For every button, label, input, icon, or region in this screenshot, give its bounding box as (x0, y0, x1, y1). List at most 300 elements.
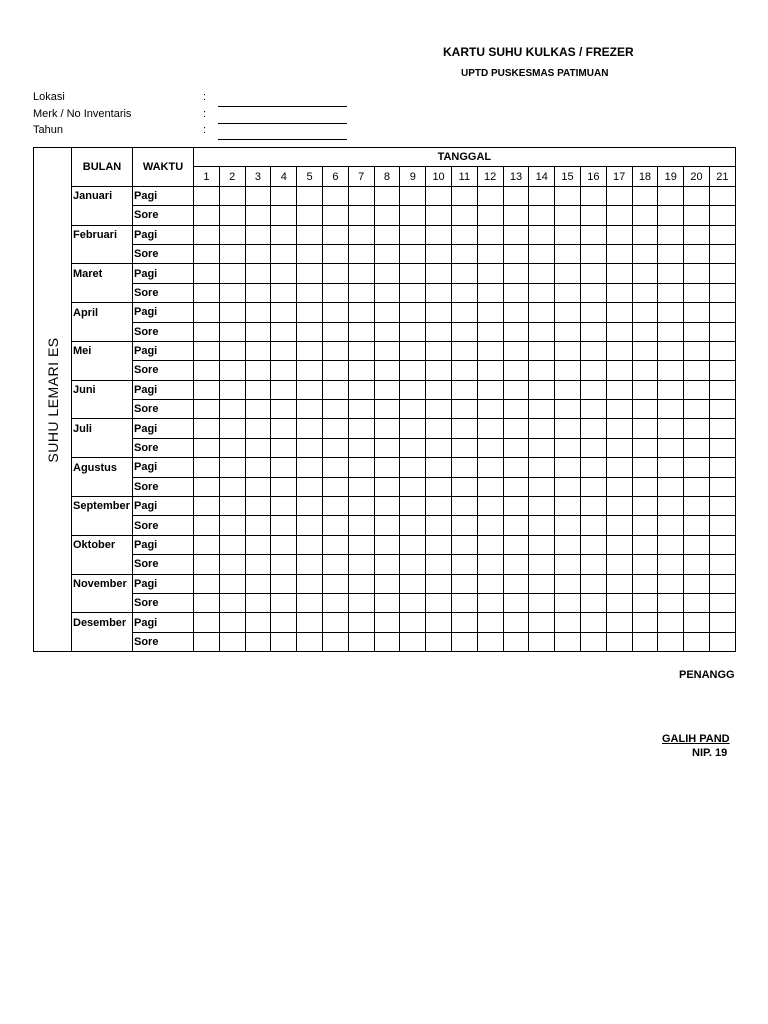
temperature-cell[interactable] (400, 283, 426, 302)
temperature-cell[interactable] (477, 380, 503, 399)
temperature-cell[interactable] (426, 400, 452, 419)
temperature-cell[interactable] (606, 419, 632, 438)
temperature-cell[interactable] (632, 322, 658, 341)
temperature-cell[interactable] (348, 593, 374, 612)
temperature-cell[interactable] (503, 613, 529, 632)
temperature-cell[interactable] (348, 225, 374, 244)
temperature-cell[interactable] (400, 438, 426, 457)
temperature-cell[interactable] (194, 341, 220, 360)
temperature-cell[interactable] (580, 341, 606, 360)
temperature-cell[interactable] (426, 613, 452, 632)
temperature-cell[interactable] (322, 400, 348, 419)
temperature-cell[interactable] (709, 574, 735, 593)
temperature-cell[interactable] (477, 361, 503, 380)
temperature-cell[interactable] (219, 516, 245, 535)
temperature-cell[interactable] (374, 361, 400, 380)
temperature-cell[interactable] (322, 206, 348, 225)
temperature-cell[interactable] (709, 555, 735, 574)
temperature-cell[interactable] (322, 244, 348, 263)
temperature-cell[interactable] (400, 264, 426, 283)
temperature-cell[interactable] (684, 400, 710, 419)
temperature-cell[interactable] (194, 593, 220, 612)
temperature-cell[interactable] (709, 361, 735, 380)
temperature-cell[interactable] (606, 361, 632, 380)
temperature-cell[interactable] (580, 400, 606, 419)
temperature-cell[interactable] (426, 555, 452, 574)
temperature-cell[interactable] (580, 555, 606, 574)
temperature-cell[interactable] (374, 264, 400, 283)
temperature-cell[interactable] (348, 244, 374, 263)
temperature-cell[interactable] (477, 535, 503, 554)
temperature-cell[interactable] (580, 361, 606, 380)
temperature-cell[interactable] (451, 206, 477, 225)
temperature-cell[interactable] (658, 206, 684, 225)
temperature-cell[interactable] (477, 497, 503, 516)
temperature-cell[interactable] (709, 283, 735, 302)
temperature-cell[interactable] (297, 206, 323, 225)
temperature-cell[interactable] (658, 574, 684, 593)
temperature-cell[interactable] (400, 225, 426, 244)
temperature-cell[interactable] (658, 303, 684, 322)
temperature-cell[interactable] (632, 574, 658, 593)
temperature-cell[interactable] (580, 264, 606, 283)
temperature-cell[interactable] (580, 419, 606, 438)
temperature-cell[interactable] (219, 574, 245, 593)
temperature-cell[interactable] (709, 535, 735, 554)
temperature-cell[interactable] (348, 322, 374, 341)
temperature-cell[interactable] (580, 283, 606, 302)
temperature-cell[interactable] (555, 555, 581, 574)
temperature-cell[interactable] (477, 244, 503, 263)
temperature-cell[interactable] (322, 186, 348, 205)
temperature-cell[interactable] (245, 206, 271, 225)
temperature-cell[interactable] (632, 438, 658, 457)
temperature-cell[interactable] (348, 477, 374, 496)
temperature-cell[interactable] (632, 244, 658, 263)
temperature-cell[interactable] (529, 555, 555, 574)
temperature-cell[interactable] (297, 186, 323, 205)
temperature-cell[interactable] (297, 341, 323, 360)
temperature-cell[interactable] (219, 400, 245, 419)
temperature-cell[interactable] (632, 264, 658, 283)
temperature-cell[interactable] (658, 361, 684, 380)
temperature-cell[interactable] (555, 303, 581, 322)
temperature-cell[interactable] (348, 632, 374, 651)
temperature-cell[interactable] (709, 400, 735, 419)
temperature-cell[interactable] (658, 613, 684, 632)
temperature-cell[interactable] (503, 438, 529, 457)
temperature-cell[interactable] (297, 497, 323, 516)
temperature-cell[interactable] (245, 303, 271, 322)
temperature-cell[interactable] (374, 400, 400, 419)
temperature-cell[interactable] (709, 244, 735, 263)
temperature-cell[interactable] (271, 400, 297, 419)
temperature-cell[interactable] (426, 303, 452, 322)
temperature-cell[interactable] (271, 438, 297, 457)
temperature-cell[interactable] (451, 322, 477, 341)
temperature-cell[interactable] (658, 535, 684, 554)
temperature-cell[interactable] (219, 419, 245, 438)
temperature-cell[interactable] (503, 186, 529, 205)
temperature-cell[interactable] (426, 225, 452, 244)
temperature-cell[interactable] (374, 477, 400, 496)
temperature-cell[interactable] (271, 341, 297, 360)
temperature-cell[interactable] (529, 264, 555, 283)
temperature-cell[interactable] (297, 244, 323, 263)
temperature-cell[interactable] (271, 477, 297, 496)
temperature-cell[interactable] (606, 303, 632, 322)
temperature-cell[interactable] (684, 632, 710, 651)
temperature-cell[interactable] (684, 186, 710, 205)
temperature-cell[interactable] (451, 438, 477, 457)
temperature-cell[interactable] (580, 632, 606, 651)
temperature-cell[interactable] (658, 322, 684, 341)
temperature-cell[interactable] (658, 225, 684, 244)
temperature-cell[interactable] (297, 535, 323, 554)
temperature-cell[interactable] (451, 225, 477, 244)
temperature-cell[interactable] (219, 438, 245, 457)
temperature-cell[interactable] (555, 632, 581, 651)
temperature-cell[interactable] (219, 477, 245, 496)
temperature-cell[interactable] (297, 225, 323, 244)
temperature-cell[interactable] (709, 438, 735, 457)
temperature-cell[interactable] (503, 225, 529, 244)
temperature-cell[interactable] (219, 380, 245, 399)
temperature-cell[interactable] (555, 516, 581, 535)
temperature-cell[interactable] (658, 186, 684, 205)
temperature-cell[interactable] (606, 264, 632, 283)
temperature-cell[interactable] (555, 244, 581, 263)
temperature-cell[interactable] (580, 535, 606, 554)
temperature-cell[interactable] (477, 516, 503, 535)
temperature-cell[interactable] (297, 632, 323, 651)
temperature-cell[interactable] (503, 322, 529, 341)
temperature-cell[interactable] (426, 380, 452, 399)
temperature-cell[interactable] (271, 303, 297, 322)
temperature-cell[interactable] (322, 341, 348, 360)
temperature-cell[interactable] (322, 632, 348, 651)
temperature-cell[interactable] (555, 264, 581, 283)
temperature-cell[interactable] (297, 322, 323, 341)
temperature-cell[interactable] (322, 535, 348, 554)
temperature-cell[interactable] (219, 497, 245, 516)
temperature-cell[interactable] (503, 264, 529, 283)
temperature-cell[interactable] (555, 341, 581, 360)
temperature-cell[interactable] (658, 400, 684, 419)
temperature-cell[interactable] (400, 613, 426, 632)
temperature-cell[interactable] (632, 419, 658, 438)
temperature-cell[interactable] (529, 380, 555, 399)
temperature-cell[interactable] (271, 361, 297, 380)
temperature-cell[interactable] (632, 555, 658, 574)
temperature-cell[interactable] (451, 613, 477, 632)
temperature-cell[interactable] (374, 380, 400, 399)
temperature-cell[interactable] (374, 438, 400, 457)
temperature-cell[interactable] (348, 361, 374, 380)
temperature-cell[interactable] (580, 497, 606, 516)
temperature-cell[interactable] (245, 283, 271, 302)
temperature-cell[interactable] (709, 419, 735, 438)
temperature-cell[interactable] (219, 593, 245, 612)
temperature-cell[interactable] (477, 322, 503, 341)
temperature-cell[interactable] (219, 361, 245, 380)
temperature-cell[interactable] (606, 497, 632, 516)
temperature-cell[interactable] (529, 438, 555, 457)
temperature-cell[interactable] (245, 322, 271, 341)
temperature-cell[interactable] (709, 225, 735, 244)
temperature-cell[interactable] (555, 361, 581, 380)
temperature-cell[interactable] (245, 458, 271, 477)
temperature-cell[interactable] (632, 613, 658, 632)
temperature-cell[interactable] (322, 438, 348, 457)
temperature-cell[interactable] (219, 613, 245, 632)
temperature-cell[interactable] (374, 322, 400, 341)
temperature-cell[interactable] (271, 380, 297, 399)
temperature-cell[interactable] (529, 613, 555, 632)
temperature-cell[interactable] (684, 322, 710, 341)
temperature-cell[interactable] (374, 283, 400, 302)
temperature-cell[interactable] (632, 380, 658, 399)
temperature-cell[interactable] (271, 516, 297, 535)
temperature-cell[interactable] (684, 477, 710, 496)
temperature-cell[interactable] (194, 477, 220, 496)
temperature-cell[interactable] (194, 322, 220, 341)
temperature-cell[interactable] (580, 186, 606, 205)
temperature-cell[interactable] (606, 322, 632, 341)
temperature-cell[interactable] (219, 535, 245, 554)
temperature-cell[interactable] (632, 632, 658, 651)
temperature-cell[interactable] (709, 322, 735, 341)
temperature-cell[interactable] (555, 322, 581, 341)
temperature-cell[interactable] (194, 361, 220, 380)
temperature-cell[interactable] (451, 400, 477, 419)
temperature-cell[interactable] (606, 341, 632, 360)
temperature-cell[interactable] (322, 516, 348, 535)
temperature-cell[interactable] (555, 535, 581, 554)
temperature-cell[interactable] (580, 225, 606, 244)
temperature-cell[interactable] (503, 419, 529, 438)
temperature-cell[interactable] (503, 593, 529, 612)
temperature-cell[interactable] (271, 322, 297, 341)
temperature-cell[interactable] (632, 225, 658, 244)
temperature-cell[interactable] (606, 516, 632, 535)
temperature-cell[interactable] (400, 400, 426, 419)
temperature-cell[interactable] (400, 555, 426, 574)
temperature-cell[interactable] (194, 264, 220, 283)
temperature-cell[interactable] (709, 186, 735, 205)
temperature-cell[interactable] (632, 206, 658, 225)
temperature-cell[interactable] (451, 555, 477, 574)
temperature-cell[interactable] (400, 186, 426, 205)
temperature-cell[interactable] (348, 535, 374, 554)
temperature-cell[interactable] (219, 264, 245, 283)
temperature-cell[interactable] (245, 555, 271, 574)
temperature-cell[interactable] (426, 186, 452, 205)
temperature-cell[interactable] (194, 206, 220, 225)
temperature-cell[interactable] (271, 555, 297, 574)
temperature-cell[interactable] (684, 613, 710, 632)
temperature-cell[interactable] (245, 186, 271, 205)
temperature-cell[interactable] (529, 341, 555, 360)
temperature-cell[interactable] (606, 380, 632, 399)
temperature-cell[interactable] (348, 380, 374, 399)
temperature-cell[interactable] (374, 206, 400, 225)
temperature-cell[interactable] (580, 303, 606, 322)
temperature-cell[interactable] (555, 283, 581, 302)
temperature-cell[interactable] (503, 206, 529, 225)
temperature-cell[interactable] (529, 206, 555, 225)
temperature-cell[interactable] (194, 400, 220, 419)
temperature-cell[interactable] (271, 574, 297, 593)
temperature-cell[interactable] (348, 516, 374, 535)
temperature-cell[interactable] (555, 438, 581, 457)
temperature-cell[interactable] (503, 341, 529, 360)
temperature-cell[interactable] (709, 264, 735, 283)
temperature-cell[interactable] (451, 303, 477, 322)
temperature-cell[interactable] (529, 593, 555, 612)
temperature-cell[interactable] (709, 303, 735, 322)
temperature-cell[interactable] (503, 555, 529, 574)
temperature-cell[interactable] (632, 458, 658, 477)
temperature-cell[interactable] (529, 516, 555, 535)
temperature-cell[interactable] (245, 225, 271, 244)
temperature-cell[interactable] (426, 438, 452, 457)
temperature-cell[interactable] (606, 438, 632, 457)
temperature-cell[interactable] (684, 497, 710, 516)
temperature-cell[interactable] (580, 438, 606, 457)
temperature-cell[interactable] (632, 361, 658, 380)
temperature-cell[interactable] (194, 516, 220, 535)
temperature-cell[interactable] (245, 497, 271, 516)
temperature-cell[interactable] (606, 632, 632, 651)
temperature-cell[interactable] (219, 458, 245, 477)
temperature-cell[interactable] (245, 341, 271, 360)
temperature-cell[interactable] (684, 244, 710, 263)
temperature-cell[interactable] (529, 361, 555, 380)
temperature-cell[interactable] (451, 283, 477, 302)
temperature-cell[interactable] (632, 516, 658, 535)
temperature-cell[interactable] (348, 497, 374, 516)
temperature-cell[interactable] (632, 497, 658, 516)
temperature-cell[interactable] (400, 341, 426, 360)
temperature-cell[interactable] (451, 419, 477, 438)
temperature-cell[interactable] (606, 225, 632, 244)
temperature-cell[interactable] (451, 497, 477, 516)
temperature-cell[interactable] (219, 632, 245, 651)
temperature-cell[interactable] (400, 497, 426, 516)
temperature-cell[interactable] (632, 303, 658, 322)
temperature-cell[interactable] (322, 225, 348, 244)
temperature-cell[interactable] (529, 225, 555, 244)
temperature-cell[interactable] (503, 244, 529, 263)
temperature-cell[interactable] (426, 574, 452, 593)
temperature-cell[interactable] (503, 380, 529, 399)
temperature-cell[interactable] (555, 380, 581, 399)
temperature-cell[interactable] (684, 458, 710, 477)
temperature-cell[interactable] (555, 497, 581, 516)
temperature-cell[interactable] (374, 419, 400, 438)
temperature-cell[interactable] (503, 361, 529, 380)
temperature-cell[interactable] (245, 574, 271, 593)
temperature-cell[interactable] (555, 593, 581, 612)
temperature-cell[interactable] (426, 593, 452, 612)
temperature-cell[interactable] (348, 206, 374, 225)
temperature-cell[interactable] (503, 632, 529, 651)
temperature-cell[interactable] (194, 283, 220, 302)
temperature-cell[interactable] (194, 535, 220, 554)
temperature-cell[interactable] (709, 593, 735, 612)
temperature-cell[interactable] (348, 400, 374, 419)
temperature-cell[interactable] (684, 283, 710, 302)
temperature-cell[interactable] (297, 264, 323, 283)
temperature-cell[interactable] (529, 574, 555, 593)
temperature-cell[interactable] (503, 283, 529, 302)
temperature-cell[interactable] (684, 206, 710, 225)
temperature-cell[interactable] (271, 593, 297, 612)
temperature-cell[interactable] (374, 555, 400, 574)
temperature-cell[interactable] (632, 341, 658, 360)
temperature-cell[interactable] (684, 303, 710, 322)
temperature-cell[interactable] (529, 186, 555, 205)
temperature-cell[interactable] (606, 613, 632, 632)
temperature-cell[interactable] (271, 458, 297, 477)
temperature-cell[interactable] (580, 574, 606, 593)
temperature-cell[interactable] (451, 244, 477, 263)
temperature-cell[interactable] (606, 244, 632, 263)
temperature-cell[interactable] (658, 516, 684, 535)
temperature-cell[interactable] (555, 206, 581, 225)
temperature-cell[interactable] (451, 477, 477, 496)
temperature-cell[interactable] (477, 438, 503, 457)
temperature-cell[interactable] (219, 322, 245, 341)
temperature-cell[interactable] (400, 244, 426, 263)
temperature-cell[interactable] (297, 419, 323, 438)
temperature-cell[interactable] (400, 303, 426, 322)
temperature-cell[interactable] (529, 419, 555, 438)
temperature-cell[interactable] (658, 438, 684, 457)
temperature-cell[interactable] (632, 400, 658, 419)
temperature-cell[interactable] (684, 361, 710, 380)
temperature-cell[interactable] (348, 303, 374, 322)
temperature-cell[interactable] (245, 613, 271, 632)
temperature-cell[interactable] (245, 477, 271, 496)
temperature-cell[interactable] (219, 206, 245, 225)
temperature-cell[interactable] (555, 458, 581, 477)
temperature-cell[interactable] (477, 400, 503, 419)
temperature-cell[interactable] (426, 516, 452, 535)
temperature-cell[interactable] (477, 574, 503, 593)
temperature-cell[interactable] (606, 535, 632, 554)
temperature-cell[interactable] (709, 458, 735, 477)
temperature-cell[interactable] (400, 458, 426, 477)
temperature-cell[interactable] (658, 632, 684, 651)
temperature-cell[interactable] (194, 186, 220, 205)
temperature-cell[interactable] (297, 361, 323, 380)
temperature-cell[interactable] (297, 438, 323, 457)
temperature-cell[interactable] (426, 322, 452, 341)
temperature-cell[interactable] (658, 419, 684, 438)
temperature-cell[interactable] (194, 632, 220, 651)
temperature-cell[interactable] (400, 206, 426, 225)
temperature-cell[interactable] (348, 341, 374, 360)
temperature-cell[interactable] (374, 458, 400, 477)
temperature-cell[interactable] (709, 613, 735, 632)
temperature-cell[interactable] (503, 458, 529, 477)
temperature-cell[interactable] (529, 632, 555, 651)
temperature-cell[interactable] (477, 264, 503, 283)
temperature-cell[interactable] (477, 458, 503, 477)
temperature-cell[interactable] (297, 555, 323, 574)
